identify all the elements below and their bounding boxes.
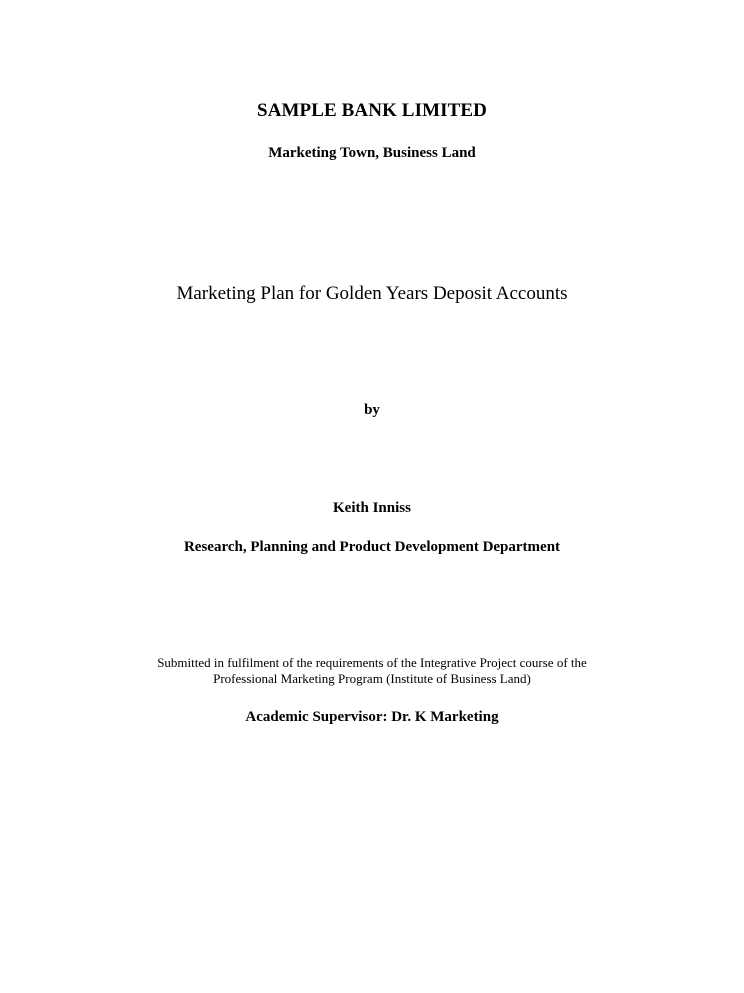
submission-statement [0, 655, 744, 687]
author-department: Research, Planning and Product Development Department [183, 539, 561, 555]
submission-line-2: Professional Marketing Program (Institute of Business Land) [213, 671, 531, 686]
organization-location: Marketing Town, Business Land [268, 145, 476, 161]
document-title: Marketing Plan for Golden Years Deposit Accounts [176, 283, 568, 304]
by-label: by [364, 402, 380, 418]
author-name: Keith Inniss [333, 500, 411, 516]
organization-name: SAMPLE BANK LIMITED [257, 100, 487, 121]
submission-line-1: Submitted in fulfilment of the requirements of the Integrative Project course of the [157, 655, 587, 670]
academic-supervisor: Academic Supervisor: Dr. K Marketing [245, 709, 499, 725]
